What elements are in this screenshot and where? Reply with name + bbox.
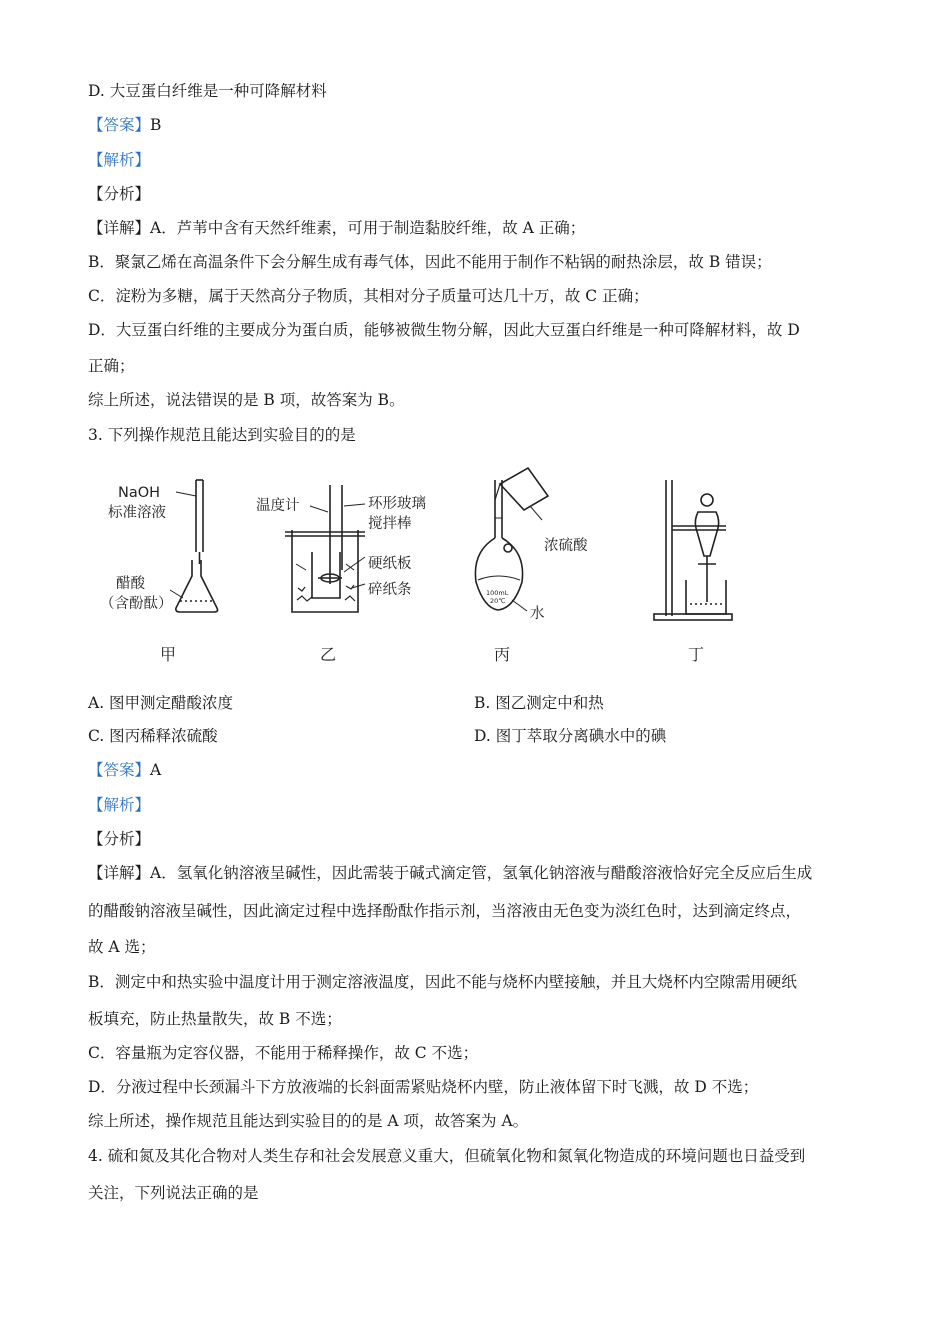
label-std-solution: 标准溶液 [108, 505, 166, 521]
q4-stem-1: 4. 硫和氮及其化合物对人类生存和社会发展意义重大，但硫氧化物和氮氧化物造成的环境问题也日益受到 [88, 1147, 806, 1165]
q3-stem: 3. 下列操作规范且能达到实验目的的是 [88, 426, 356, 444]
q3-option-d: D. 图丁萃取分离碘水中的碘 [474, 727, 667, 745]
q3-summary: 综上所述，操作规范且能达到实验目的的是 A 项，故答案为 A。 [88, 1112, 529, 1130]
detail-text: A．芦苇中含有天然纤维素，可用于制造黏胶纤维，故 A 正确； [150, 219, 586, 237]
label-water: 水 [530, 606, 545, 622]
q3-apparatus-figure [0, 460, 950, 680]
label-conc-acid: 浓硫酸 [544, 538, 588, 554]
q3-detail-a3: 故 A 选； [88, 938, 156, 956]
q2-jiexi-tag: 【解析】 [88, 151, 151, 169]
q3-detail-a2: 的醋酸钠溶液呈碱性，因此滴定过程中选择酚酞作指示剂，当溶液由无色变为淡红色时，达到滴定终点， [88, 902, 802, 920]
detail-text: A．氢氧化钠溶液呈碱性，因此需装于碱式滴定管，氢氧化钠溶液与醋酸溶液恰好完全反应后生成 [150, 864, 813, 882]
label-shredded-paper: 碎纸条 [368, 582, 412, 598]
label-stirrer-2: 搅拌棒 [368, 516, 412, 532]
label-thermometer: 温度计 [256, 498, 300, 514]
q2-detail-d2: 正确； [88, 357, 135, 375]
q2-answer [88, 115, 161, 135]
q3-detail-a1 [88, 863, 812, 883]
q3-option-c: C. 图丙稀释浓硫酸 [88, 727, 218, 745]
q3-option-a: A. 图甲测定醋酸浓度 [88, 694, 234, 712]
q2-detail-b: B．聚氯乙烯在高温条件下会分解生成有毒气体，因此不能用于制作不粘锅的耐热涂层，故 B 错误； [88, 253, 772, 271]
detail-tag: 【详解】 [88, 864, 151, 882]
q3-detail-c: C．容量瓶为定容仪器，不能用于稀释操作，故 C 不选； [88, 1044, 479, 1062]
q2-summary: 综上所述，说法错误的是 B 项，故答案为 B。 [88, 391, 405, 409]
label-flask-volume: 100mL [486, 589, 509, 597]
caption-bing: 丙 [494, 645, 511, 664]
q3-answer [88, 760, 161, 780]
q3-detail-b1: B．测定中和热实验中温度计用于测定溶液温度，因此不能与烧杯内壁接触，并且大烧杯内空隙需用硬纸 [88, 973, 797, 991]
answer-value: A [150, 761, 162, 779]
figure-ding-separatory-funnel [654, 480, 732, 620]
answer-tag: 【答案】 [88, 761, 151, 779]
q2-detail-d1: D．大豆蛋白纤维的主要成分为蛋白质，能够被微生物分解，因此大豆蛋白纤维是一种可降解材料，故 D [88, 321, 800, 339]
label-indicator: （含酚酞） [100, 596, 173, 612]
caption-yi: 乙 [320, 645, 337, 664]
q3-jiexi-tag: 【解析】 [88, 796, 151, 814]
q3-detail-d: D．分液过程中长颈漏斗下方放液端的长斜面需紧贴烧杯内壁，防止液体留下时飞溅，故 D 不选； [88, 1078, 759, 1096]
caption-jia: 甲 [160, 645, 177, 664]
answer-value: B [150, 116, 162, 134]
q3-detail-b2: 板填充，防止热量散失，故 B 不选； [88, 1010, 342, 1028]
label-cardboard: 硬纸板 [368, 556, 412, 572]
q2-detail-a [88, 218, 585, 238]
q2-option-d: D. 大豆蛋白纤维是一种可降解材料 [88, 82, 327, 100]
answer-tag: 【答案】 [88, 116, 151, 134]
caption-ding: 丁 [688, 645, 705, 664]
q3-fenxi: 【分析】 [88, 830, 151, 848]
label-flask-temp: 20℃ [490, 597, 506, 605]
detail-tag: 【详解】 [88, 219, 151, 237]
q2-fenxi: 【分析】 [88, 185, 151, 203]
label-stirrer-1: 环形玻璃 [368, 496, 426, 512]
q3-option-b: B. 图乙测定中和热 [474, 694, 604, 712]
label-acetic-acid: 醋酸 [116, 576, 145, 592]
figure-jia-titration [170, 480, 218, 612]
label-naoh: NaOH [118, 485, 161, 501]
q2-detail-c: C．淀粉为多糖，属于天然高分子物质，其相对分子质量可达几十万，故 C 正确； [88, 287, 649, 305]
q4-stem-2: 关注，下列说法正确的是 [88, 1184, 259, 1202]
